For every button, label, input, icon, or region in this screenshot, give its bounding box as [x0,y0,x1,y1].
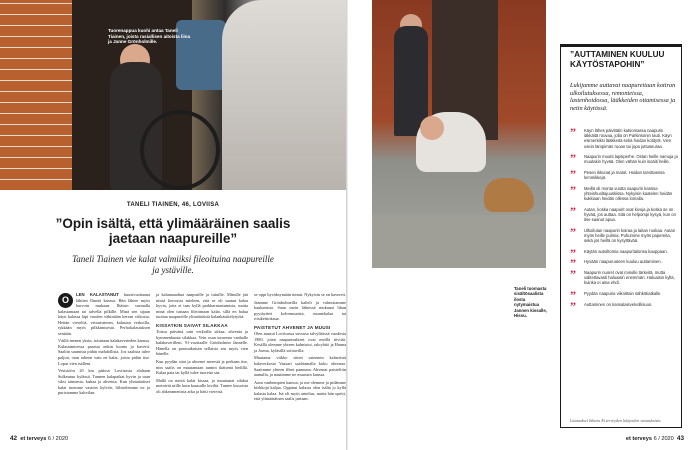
sidebar-quote: ” Meillä oli monta vuotta naapurin kanssa yhteishuoltajuuskissa. Nykyisin kaatelen heidän kukkiaan heidän ollessa lomalla. [570,182,673,202]
sidebar-title: ”AUTTAMINEN KUULUU KÄYTÖSTAPOHIN” [570,50,665,69]
page-footer-right [626,435,684,442]
quote-mark-icon: ” [570,224,576,239]
ground [372,215,546,268]
paragraph: Toissa päivänä sain verkoilla siikaa, ahventa ja kymmenkunta silakkaa. Vein osan tuoreena vanhalle kalakaverilleni, 91-vuotiaalle Grönholmin Jannelle. Hänella on parasaikaisen sellaisia sen myös vien hänelle. [156,329,248,357]
man-in-jacket [222,0,346,190]
woman-head [420,116,444,140]
magazine-brand: et terveys [625,436,652,442]
paragraph: Vesistöön 20 km päässä Loviisasta elaltaan Sulkeutuu kylässä. Tunnen kalapaikat hyvin ja saan siksi taimenia, kuhaa ja ahvenia. Kun ylimääräiset kalat tuomme vastoin kylvöä, fiilistelemme ne ja puristamme kahvilan. [58,368,150,396]
sidebar-quote: ” Naapurin muutti lapsiperhe. Ostan heille namuja ja muutakin hyvää. Olen vähän kuin isoäiti heille. [570,151,678,166]
issue-number: 6 / 2020 [653,436,674,442]
quote-mark-icon: ” [570,125,576,139]
body-column-1 [58,292,150,398]
magazine-brand: et terveys [20,436,47,442]
sidebar-quote: ” Auttaminen on kansalaisvelvollisuus. [570,298,653,313]
paragraph: Aasn vanhempien kanssa, ja me olemme ja pidämme kiekkojä kaljaa. Oppinut kalasta olen isältä jo kyllä kalasta kalaa. Isä oli myös antelias, mutta hän opetti, että ylimääräinen saalis jaetaan. [254,379,346,402]
lead-in: LEN KALASTANUT [76,292,119,297]
brick-wall [0,0,72,190]
quote-mark-icon: ” [570,287,576,302]
sidebar-quote-list [570,125,678,313]
paragraph: Jaamme Grönholmeilla kalteli ja valmistamme kaulumisia. Saan usein lähtessä mukaani lihan pyytäytteä kolvenmaista, muutekalaa tai riisikeittokaua. [254,299,346,322]
wheelchair [140,110,220,190]
subheading: KISSATKIN SAIVAT SILAKKAA [156,322,228,328]
quote-mark-icon: ” [570,266,576,281]
quote-mark-icon: ” [570,298,576,313]
paragraph: kuusivuotiaana lähtien Ilmetä kanssa. Hän lähtee myös harvoin mukaan. Iltäisin varmalla kalastamaan tai talvella pilkille. Minä sen sijaan käyn kalassa läpi vuoden vähintään kerran viikossa. Heitän virvelöä, vetouistimen, kalastan verkoilla, tykkään myös pilkkimisestä. Perhokalastuksen sentään. [58,292,151,336]
body-column-2 [156,292,248,396]
sidebar-quote: ” Käyn lähes päivittäin katsomassa naapurin iäkkäitä rouvaa, jolla on Parkinsonin tauti. Käyn esimerkiksi lääkkeitä sekä hoidan kotityöt. Vien usein lämpimän ruoan tai jopa juttuseuraa. [570,125,672,149]
paragraph: se oppi hyväksymään minut. Nykyisin se on kavereit. [254,292,347,297]
sidebar-quote: ” Ulkoilutan naapurin koiraa ja laitan ruokaa. Autan myös heille pulmia. Puhumme myös papereita, sekä jos heillä on kysyttävää. [570,224,676,244]
sidebar-source: Lainaukset lähtein Et terveyden lukijoiden vastauksista. [570,418,662,423]
paragraph: Kun pyydän siiat ja ahvenet merestä ja perkaan itse, niin saalis on muutamaan tunnin ikäisenä hedillä. Kalaa pata tai kyllä tulee tuoretta saa. [156,359,248,376]
quote-mark-icon: ” [570,203,576,218]
quote-mark-icon: ” [570,245,576,260]
sidebar-quote: ” Pesen ikkunat ja matot. Hoidan tarvittaessa lemmikkejä. [570,167,665,181]
story-standfirst: Taneli Tiainen vie kalat valmiiksi fileoituina naapureille ja ystäville. [72,254,274,275]
quote-mark-icon: ” [570,182,576,197]
story-kicker: TANELI TIAINEN, 46, LOVIISA [126,202,220,208]
page-gutter [346,0,348,450]
photo-caption-left: Tuorenappua kuohi antaa Taneli Tiainen, joista rasiallisen aitoista liina ja Janne Grönholmille. [108,28,191,45]
story-headline: ”Opin isältä, että ylimääräinen saalis jaetaan naapureille” [55,216,291,246]
sidebar-intro: Lukijamme auttavat naapureitaan kotiran ulkoilutuksessa, remonteissa, lastenhoidossa, lääkkeiden ottamisessa ja netin käytössä. [570,82,676,112]
body-column-3 [254,292,346,404]
quote-mark-icon: ” [570,151,576,166]
paragraph: ja kalamaaaltua naapurille ja tutuille. Minulle jää niistä kerroista mieleen, että se oli saanut kalaa hyvin, jotta ei taas kyllä parkkarmastumista, mutta minä olen tutsaan fileoimaan kalat, sillä en halua tuottaa naapureille ylimääräistä kalankäsittelytyötä. [156,292,248,320]
sidebar-quote: ” Hyvään naapuruuteen kuuluu auttaminen. [570,256,662,271]
page-footer-left [10,435,68,442]
drop-cap: O [58,293,73,308]
page-number: 42 [10,435,18,442]
cat [484,178,534,212]
paragraph: Muutama viikko sitten sainneen kalaeristä kalaverkosta Vaasari saalitamalla koko ahvenaa. Saatimme yhteen fileet pannuna. Ahvenat paisteltiin aamulla, ja nautimme ne muussin kanssa. [254,355,346,378]
sidebar-quote: ” Autan, koska naapurit ovat kivoja ja koska se on hyvää, jos auttaa. Sitä on helpompi kysyä, kun on itse saanut apua. [570,203,676,223]
photo-woman-feeding-cat [372,0,546,268]
page-number: 43 [676,435,684,442]
subheading: PAISTETUT AHVENET JA MUUSI [254,324,331,330]
sidebar-quote: ” Käytän autoiltomia naapuritalonsa kauppaan. [570,245,668,260]
paragraph: Olen asunut Loviisassa suvussa talvyltöissä vuodesta 1980, joten naapurisuhteet ovat meillä tiiviitä. Kesällä olemme yhteen kalmistot, taloyhtiö ja Hanna ja Jorma, kyläsillä soittavilla. [254,331,346,353]
quote-mark-icon: ” [570,167,576,181]
paragraph: Mallä on meitä kalat kissaa, ja muutamat silakat meinivät niille kuin kaasuille kiviltä. Tuntee kissoista oli ahkeramenista arka ja hätti viereisä. [156,377,248,394]
paragraph: Väillä menen yksin, toisinaan kalakaverieden kanssa. Kalastamisessa parasta onkin luonto ja kaverit. Saaliin saamista pidän mahdollista. Jos saalista tulee paljon, otan talteen vain ne kalat, joista pidän itse. Loput vien isälleni. [58,338,150,366]
issue-number: 6 / 2020 [47,436,69,442]
sidebar-quote: ” Pyydän naapuria viikoittain sähkökatkalle. [570,287,662,302]
sidebar-quote: ” Naapurin nuoret ovat minulle tärkeitä, mutta valitettavasti haluaisin enemmän. Haluaisin kyllä, kuinka ei aina ehdi. [570,266,675,286]
quote-mark-icon: ” [570,256,576,271]
photo-caption-right: Taneli tuomasta sisältösaalista ilosta nytymaistua Jannen kissalle, Hissu. [514,286,547,319]
